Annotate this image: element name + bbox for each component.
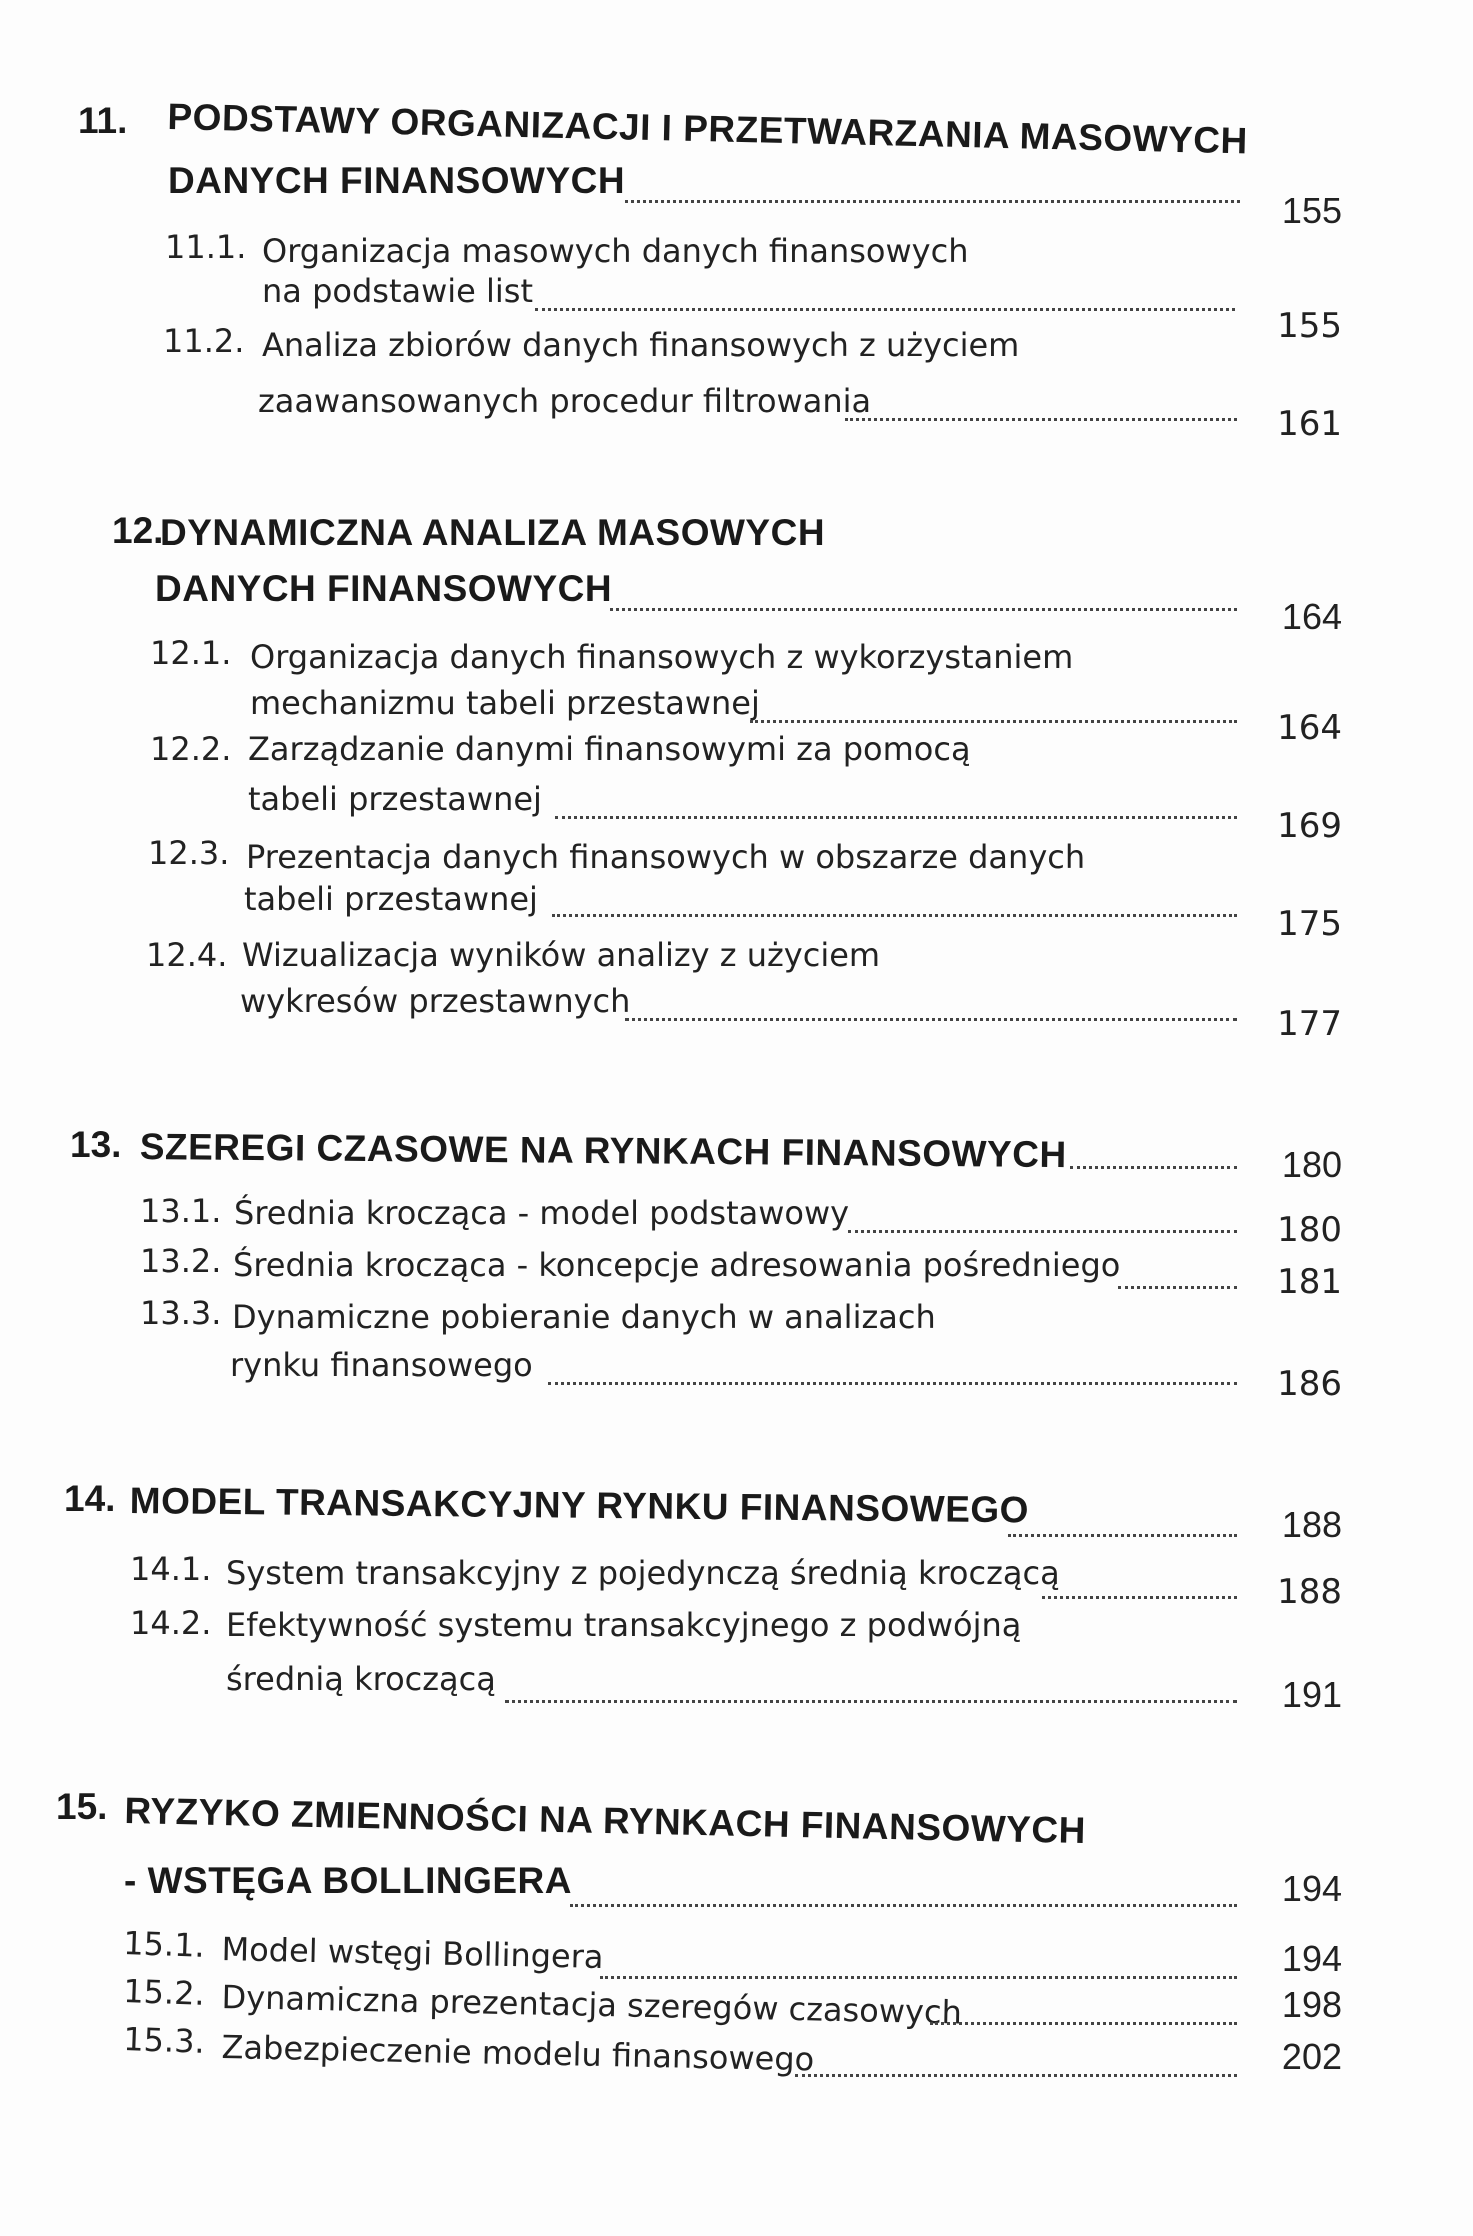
section-title-line: Zarządzanie danymi finansowymi za pomocą: [248, 730, 971, 768]
leader-dots: [548, 1378, 1237, 1385]
section-title-line: Dynamiczna prezentacja szeregów czasowych: [221, 1978, 963, 2032]
leader-dots: [1042, 1592, 1237, 1599]
section-title-line: zaawansowanych procedur filtrowania: [258, 382, 872, 420]
section-title-line: średnią kroczącą: [226, 1660, 496, 1698]
section-title-line: rynku finansowego: [230, 1346, 533, 1384]
section-title-line: Średnia krocząca - model podstawowy: [234, 1194, 850, 1232]
leader-dots: [535, 304, 1235, 311]
section-number: 11.1.: [165, 228, 247, 266]
section-title-line: wykresów przestawnych: [240, 982, 631, 1020]
chapter-number: 15.: [56, 1786, 108, 1827]
section-page-number: 188: [1277, 1572, 1342, 1612]
section-number: 12.3.: [148, 834, 230, 872]
section-page-number: 175: [1277, 904, 1342, 944]
section-page-number: 164: [1277, 708, 1342, 748]
section-page-number: 177: [1277, 1004, 1342, 1044]
section-title-line: tabeli przestawnej: [248, 780, 542, 818]
section-page-number: 191: [1281, 1674, 1342, 1715]
section-title-line: Organizacja masowych danych finansowych: [262, 232, 969, 270]
section-page-number: 194: [1281, 1938, 1342, 1979]
section-page-number: 180: [1277, 1210, 1342, 1250]
section-title-line: Wizualizacja wyników analizy z użyciem: [242, 936, 881, 974]
leader-dots: [930, 2018, 1237, 2025]
section-title-line: mechanizmu tabeli przestawnej: [250, 684, 760, 722]
section-number: 13.2.: [140, 1242, 222, 1280]
section-title-line: Średnia krocząca - koncepcje adresowania pośredniego: [233, 1246, 1121, 1284]
section-page-number: 161: [1277, 404, 1342, 444]
chapter-title-line: DANYCH FINANSOWYCH: [155, 568, 613, 609]
section-title-line: na podstawie list: [262, 272, 534, 310]
leader-dots: [505, 1696, 1237, 1703]
chapter-page-number: 180: [1281, 1144, 1342, 1185]
chapter-number: 13.: [70, 1124, 122, 1165]
chapter-title-line: DANYCH FINANSOWYCH: [168, 160, 626, 201]
section-title-line: Efektywność systemu transakcyjnego z podwójną: [226, 1606, 1022, 1644]
section-number: 15.3.: [122, 2020, 206, 2061]
chapter-title-line: MODEL TRANSAKCYJNY RYNKU FINANSOWEGO: [129, 1480, 1030, 1531]
section-title-line: Model wstęgi Bollingera: [221, 1930, 604, 1976]
section-title-line: Zabezpieczenie modelu finansowego: [221, 2028, 815, 2079]
leader-dots: [600, 1972, 1237, 1979]
section-number: 12.2.: [150, 730, 232, 768]
leader-dots: [845, 414, 1237, 421]
leader-dots: [795, 2070, 1237, 2077]
chapter-page-number: 155: [1281, 190, 1342, 231]
chapter-title-line: PODSTAWY ORGANIZACJI I PRZETWARZANIA MASOWYCH: [167, 96, 1249, 162]
section-number: 13.3.: [140, 1294, 222, 1332]
section-page-number: 181: [1277, 1262, 1342, 1302]
chapter-title-line: DYNAMICZNA ANALIZA MASOWYCH: [160, 512, 826, 553]
leader-dots: [570, 1900, 1237, 1907]
chapter-title-line: SZEREGI CZASOWE NA RYNKACH FINANSOWYCH: [139, 1126, 1067, 1176]
section-page-number: 186: [1277, 1364, 1342, 1404]
section-number: 15.1.: [122, 1924, 206, 1965]
leader-dots: [848, 1226, 1237, 1233]
chapter-number: 11.: [78, 100, 128, 141]
section-page-number: 198: [1281, 1984, 1342, 2025]
leader-dots: [555, 812, 1237, 819]
leader-dots: [1118, 1282, 1237, 1289]
section-title-line: Prezentacja danych finansowych w obszarze danych: [246, 838, 1086, 876]
section-title-line: tabeli przestawnej: [244, 880, 538, 918]
section-number: 12.1.: [150, 634, 232, 672]
section-page-number: 169: [1277, 806, 1342, 846]
section-number: 15.2.: [122, 1972, 206, 2013]
chapter-page-number: 194: [1281, 1868, 1342, 1909]
section-title-line: System transakcyjny z pojedynczą średnią kroczącą: [226, 1554, 1060, 1592]
leader-dots: [625, 1014, 1237, 1021]
leader-dots: [1070, 1162, 1237, 1169]
chapter-number: 14.: [64, 1478, 116, 1519]
section-number: 14.2.: [130, 1604, 212, 1642]
section-number: 12.4.: [146, 936, 228, 974]
chapter-title-line: - WSTĘGA BOLLINGERA: [124, 1860, 572, 1901]
leader-dots: [625, 196, 1240, 203]
section-title-line: Dynamiczne pobieranie danych w analizach: [232, 1298, 936, 1336]
section-title-line: Organizacja danych finansowych z wykorzystaniem: [250, 638, 1074, 676]
chapter-page-number: 164: [1281, 596, 1342, 637]
section-title-line: Analiza zbiorów danych finansowych z użyciem: [262, 326, 1020, 364]
chapter-title-line: RYZYKO ZMIENNOŚCI NA RYNKACH FINANSOWYCH: [124, 1790, 1087, 1852]
chapter-number: 12.: [112, 510, 164, 551]
leader-dots: [750, 716, 1237, 723]
section-page-number: 155: [1277, 306, 1342, 346]
leader-dots: [610, 604, 1237, 611]
chapter-page-number: 188: [1281, 1504, 1342, 1545]
leader-dots: [1008, 1530, 1237, 1537]
leader-dots: [552, 910, 1237, 917]
section-number: 13.1.: [140, 1192, 222, 1230]
section-number: 11.2.: [163, 322, 245, 360]
section-number: 14.1.: [130, 1550, 212, 1588]
section-page-number: 202: [1281, 2036, 1342, 2077]
